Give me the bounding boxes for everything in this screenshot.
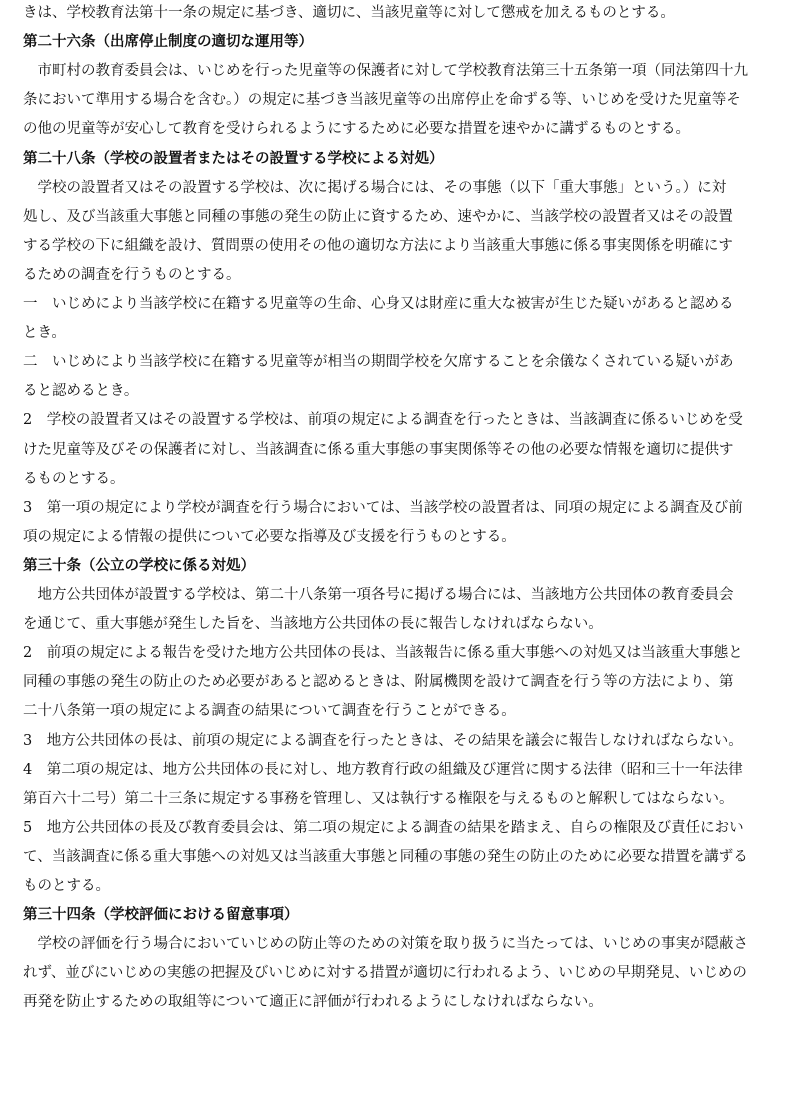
- text-line: 5 地方公共団体の長及び教育委員会は、第二項の規定による調査の結果を踏まえ、自らの権限及び責任におい: [23, 819, 744, 836]
- text-line: 2 学校の設置者又はその設置する学校は、前項の規定による調査を行ったときは、当該調査に係るいじめを受: [23, 412, 743, 429]
- text-line: けた児童等及びその保護者に対し、当該調査に係る重大事態の事実関係等その他の必要な情報を適切に提供す: [23, 441, 734, 458]
- article-heading: 第三十条（公立の学校に係る対処）: [23, 557, 255, 574]
- text-line: 学校の評価を行う場合においていじめの防止等のための対策を取り扱うに当たっては、いじめの事実が隠蔽さ: [23, 936, 748, 953]
- text-line: 地方公共団体が設置する学校は、第二十八条第一項各号に掲げる場合には、当該地方公共団体の教育委員会: [23, 587, 734, 603]
- article-heading: 第二十六条（出席停止制度の適切な運用等）: [23, 34, 313, 51]
- text-line: 3 第一項の規定により学校が調査を行う場合においては、当該学校の設置者は、同項の規定による調査及び前: [23, 499, 743, 516]
- text-line: 一 いじめにより当該学校に在籍する児童等の生命、心身又は財産に重大な被害が生じた疑いがあると認める: [23, 296, 734, 312]
- text-line: 二十八条第一項の規定による調査の結果について調査を行うことができる。: [23, 703, 516, 720]
- text-line: るための調査を行うものとする。: [23, 266, 241, 283]
- text-line: ものとする。: [23, 878, 110, 894]
- text-line: きは、学校教育法第十一条の規定に基づき、適切に、当該児童等に対して懲戒を加えるものとする。: [23, 5, 675, 21]
- text-line: るものとする。: [23, 470, 125, 487]
- text-line: 学校の設置者又はその設置する学校は、次に掲げる場合には、その事態（以下「重大事態」という。）に対: [23, 179, 727, 196]
- text-line: 二 いじめにより当該学校に在籍する児童等が相当の期間学校を欠席することを余儀なくされている疑いがあ: [23, 354, 734, 371]
- text-line: 4 第二項の規定は、地方公共団体の長に対し、地方教育行政の組織及び運営に関する法律（昭和三十一年法律: [23, 761, 743, 778]
- text-line: を通じて、重大事態が発生した旨を、当該地方公共団体の長に報告しなければならない。: [23, 616, 603, 633]
- text-line: の他の児童等が安心して教育を受けられるようにするために必要な措置を速やかに講ずるものとする。: [23, 121, 690, 138]
- text-line: 処し、及び当該重大事態と同種の事態の発生の防止に資するため、速やかに、当該学校の設置者又はその設置: [23, 208, 733, 225]
- article-heading: 第二十八条（学校の設置者またはその設置する学校による対処）: [23, 150, 444, 167]
- text-line: 第百六十二号）第二十三条に規定する事務を管理し、又は執行する権限を与えるものと解釈してはならない。: [23, 790, 734, 807]
- text-line: とき。: [23, 325, 66, 342]
- text-line: 項の規定による情報の提供について必要な指導及び支援を行うものとする。: [23, 528, 516, 545]
- text-line: 条において準用する場合を含む。）の規定に基づき当該児童等の出席停止を命ずる等、いじめを受けた児童等そ: [23, 92, 741, 109]
- text-line: て、当該調査に係る重大事態への対処又は当該重大事態と同種の事態の発生の防止のために必要な措置を講ずる: [23, 848, 748, 865]
- text-line: 同種の事態の発生の防止のため必要があると認めるときは、附属機関を設けて調査を行う等の方法により、第: [23, 674, 734, 691]
- text-line: れず、並びにいじめの実態の把握及びいじめに対する措置が適切に行われるよう、いじめの早期発見、いじめの: [23, 965, 747, 982]
- text-line: 3 地方公共団体の長は、前項の規定による調査を行ったときは、その結果を議会に報告しなければならない。: [23, 732, 743, 749]
- text-line: 市町村の教育委員会は、いじめを行った児童等の保護者に対して学校教育法第三十五条第一項（同法第四十九: [23, 63, 748, 80]
- text-line: ると認めるとき。: [23, 383, 139, 400]
- text-line: する学校の下に組織を設け、質問票の使用その他の適切な方法により当該重大事態に係る事実関係を明確にす: [23, 237, 733, 254]
- article-heading: 第三十四条（学校評価における留意事項）: [23, 907, 299, 924]
- text-line: 再発を防止するための取組等について適正に評価が行われるようにしなければならない。: [23, 994, 603, 1011]
- text-line: 2 前項の規定による報告を受けた地方公共団体の長は、当該報告に係る重大事態への対処又は当該重大事態と: [23, 645, 743, 662]
